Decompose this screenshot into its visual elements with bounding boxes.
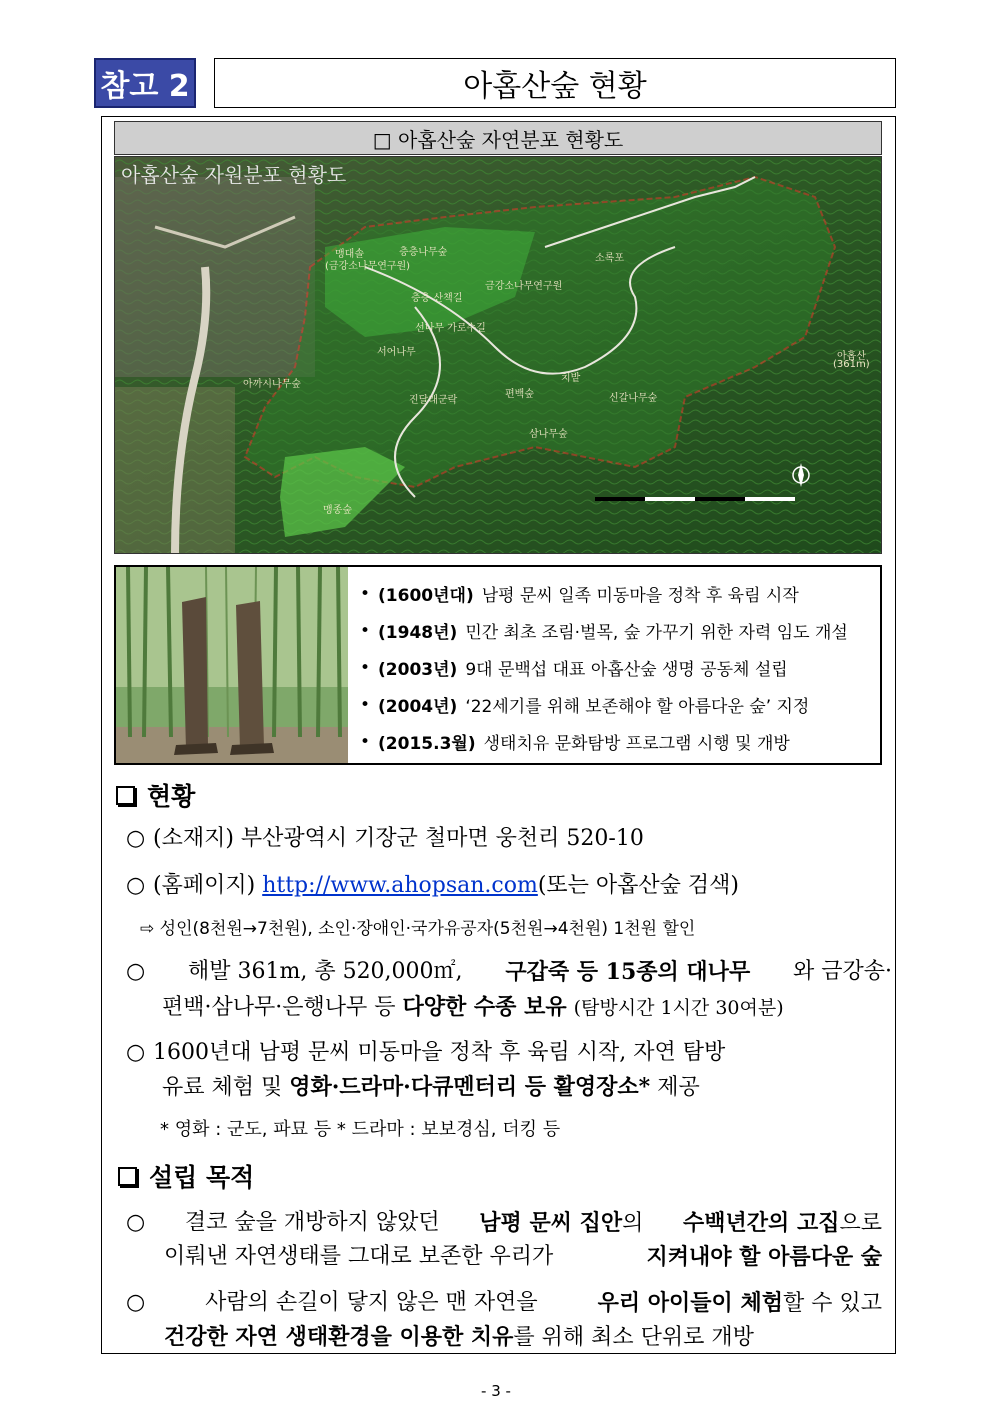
map-label: 아까시나무숲 (243, 379, 301, 390)
bamboo-forest-photo (116, 567, 348, 763)
map-label: 맹종숲 (323, 505, 352, 516)
status-heading: 현황 (116, 777, 195, 813)
history-line-2: 유료 체험 및 영화·드라마·다큐멘터리 등 활영장소* 제공 (162, 1074, 700, 1100)
map-label: 금강소나무연구원 (485, 281, 563, 292)
page-number: - 3 - (481, 1382, 511, 1400)
elevation-line-1: ○ 해발 361m, 총 520,000㎡, 구갑죽 등 15종의 대나무 와 금강송· (126, 959, 892, 985)
history-item: • (1600년대) 남평 문씨 일족 미동마을 정착 후 육림 시작 (360, 583, 799, 606)
purpose-2-line-2: 건강한 자연 생태환경을 이용한 치유를 위해 최소 단위로 개방 (164, 1324, 754, 1350)
map-label: 편백숲 (505, 389, 534, 400)
purpose-1-line-2: 이뤄낸 자연생태를 그대로 보존한 우리가 지켜내야 할 아름다운 숲 (164, 1244, 882, 1270)
history-box (114, 565, 882, 765)
map-caption: □ 아홉산숲 자연분포 현황도 (114, 121, 882, 155)
map-label: (361m) (833, 359, 870, 370)
history-item: • (1948년) 민간 최초 조림·벌목, 숲 가꾸기 위한 자력 임도 개설 (360, 620, 848, 643)
checkbox-square-icon (116, 786, 135, 805)
fee-note: ⇨ 성인(8천원→7천원), 소인·장애인·국가유공자(5천원→4천원) 1천원 할인 (140, 919, 696, 939)
map-label: 선나무 가로수길 (415, 323, 486, 334)
map-label: 맹대솔 (335, 249, 364, 260)
map-image (115, 157, 882, 554)
elevation-line-2: 편백·삼나무·은행나무 등 다양한 수종 보유 (탐방시간 1시간 30여분) (162, 994, 784, 1020)
map-label: 서어나무 (377, 347, 416, 358)
map-label: 삼나무숲 (529, 429, 568, 440)
reference-badge: 참고 2 (94, 58, 196, 108)
history-line-1: ○ 1600년대 남평 문씨 미동마을 정착 후 육림 시작, 자연 탐방 (126, 1040, 726, 1065)
filming-footnote: * 영화 : 군도, 파묘 등 * 드라마 : 보보경심, 더킹 등 (160, 1119, 561, 1140)
forest-distribution-map (114, 156, 882, 554)
history-item: • (2015.3월) 생태치유 문화탐방 프로그램 시행 및 개방 (360, 731, 790, 754)
history-list (360, 575, 880, 760)
location-line: ○ (소재지) 부산광역시 기장군 철마면 웅천리 520-10 (126, 826, 644, 851)
map-label: 아홉산 (837, 351, 866, 362)
purpose-heading: 설립 목적 (118, 1158, 254, 1194)
history-item: • (2004년) ‘22세기를 위해 보존해야 할 아름다운 숲’ 지정 (360, 694, 810, 717)
map-label: 신갈나무숲 (609, 393, 658, 404)
homepage-line: ○ (홈페이지) http://www.ahopsan.com(또는 아홉산숲 검색) (126, 873, 740, 898)
map-label: 소록포 (595, 253, 624, 264)
map-label: 진달래군락 (409, 395, 458, 406)
purpose-2-line-1: ○ 사람의 손길이 닿지 않은 맨 자연을 우리 아이들이 체험할 수 있고 (126, 1290, 882, 1316)
map-label: 치밭 (561, 373, 581, 384)
homepage-link[interactable]: http://www.ahopsan.com (262, 873, 538, 898)
map-overlay-title: 아홉산숲 자원분포 현황도 (121, 163, 347, 187)
checkbox-square-icon (118, 1167, 137, 1186)
map-label: (금강소나무연구원) (325, 261, 411, 272)
purpose-1-line-1: ○ 결코 숲을 개방하지 않았던 남평 문씨 집안의 수백년간의 고집으로 (126, 1210, 882, 1236)
map-label: 층층나무숲 (399, 247, 448, 258)
map-label: 층층 산책길 (411, 293, 463, 304)
history-item: • (2003년) 9대 문백섭 대표 아홉산숲 생명 공동체 설립 (360, 657, 788, 680)
page-title: 아홉산숲 현황 (214, 58, 896, 108)
